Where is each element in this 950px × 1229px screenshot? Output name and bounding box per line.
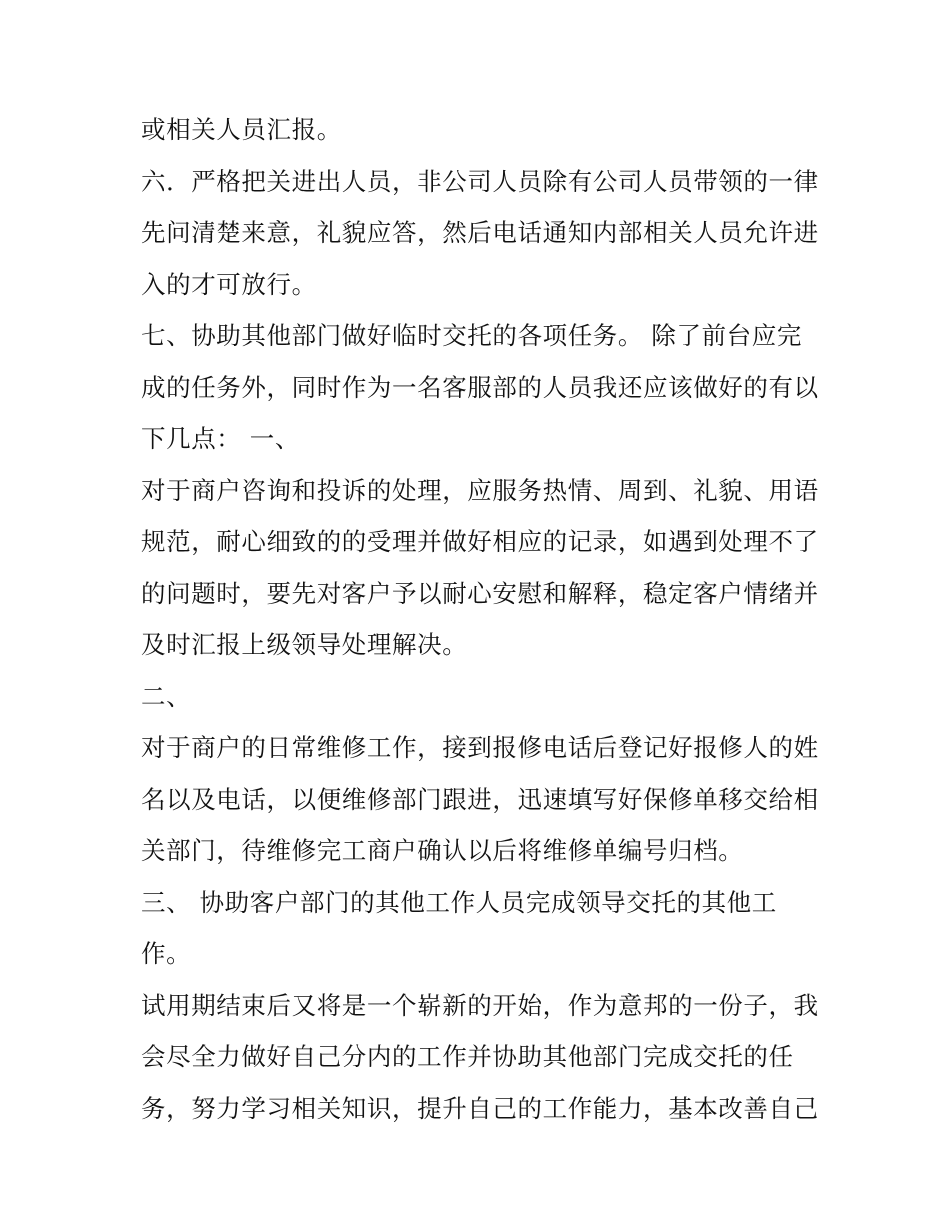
text-line: 务，努力学习相关知识，提升自己的工作能力，基本改善自己 <box>141 1093 819 1123</box>
body-text <box>141 111 821 1141</box>
text-line: 及时汇报上级领导处理解决。 <box>141 630 468 659</box>
text-line: 或相关人员汇报。 <box>141 115 342 144</box>
text-line: 规范，耐心细致的的受理并做好相应的记录，如遇到处理不了 <box>141 527 819 556</box>
text-line: 对于商户咨询和投诉的处理，应服务热情、周到、礼貌、用语 <box>141 475 819 505</box>
text-line: 试用期结束后又将是一个崭新的开始，作为意邦的一份子，我 <box>141 990 819 1020</box>
text-line: 二、 <box>141 681 192 711</box>
text-line: 六．严格把关进出人员，非公司人员除有公司人员带领的一律 <box>141 166 819 196</box>
text-line: 关部门，待维修完工商户确认以后将维修单编号归档。 <box>141 836 744 865</box>
text-line: 对于商户的日常维修工作，接到报修电话后登记好报修人的姓 <box>141 733 819 762</box>
text-line: 会尽全力做好自己分内的工作并协助其他部门完成交托的任 <box>141 1042 794 1071</box>
text-line: 七、协助其他部门做好临时交托的各项任务。 除了前台应完 <box>141 321 802 350</box>
text-line: 成的任务外，同时作为一名客服部的人员我还应该做好的有以 <box>141 372 819 402</box>
text-line: 名以及电话，以便维修部门跟进，迅速填写好保修单移交给相 <box>141 784 819 814</box>
text-line: 的问题时，要先对客户予以耐心安慰和解释，稳定客户情绪并 <box>141 578 819 608</box>
text-line: 先问清楚来意，礼貌应答，然后电话通知内部相关人员允许进 <box>141 218 819 247</box>
text-line: 下几点： 一、 <box>141 424 300 453</box>
text-line: 作。 <box>141 939 192 968</box>
text-line: 三、 协助客户部门的其他工作人员完成领导交托的其他工 <box>141 887 777 917</box>
text-line: 入的才可放行。 <box>141 269 317 299</box>
